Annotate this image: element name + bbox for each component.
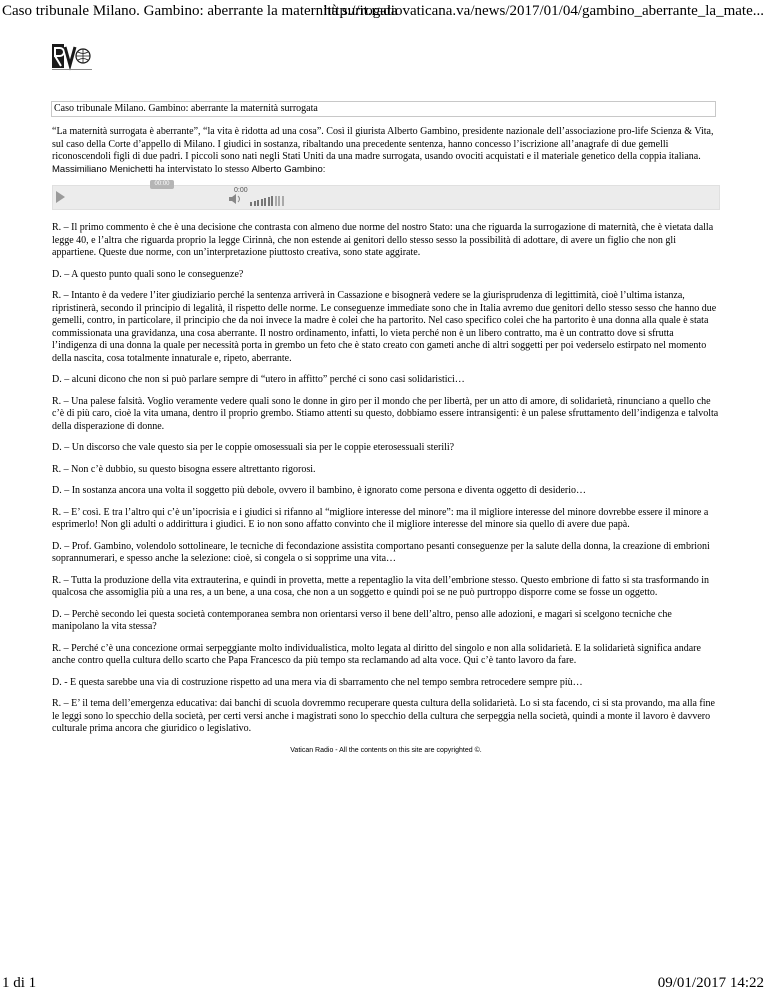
print-datetime: 09/01/2017 14:22 — [657, 975, 764, 991]
paragraph: D. – Perchè secondo lei questa società contemporanea sembra non orientarsi verso il bene dell’altro, penso alle adozioni, e magari si scelgono tecniche che manipolano la vita stessa? — [52, 608, 672, 632]
volume-level-bars[interactable] — [250, 193, 285, 206]
copyright-notice: Vatican Radio - All the contents on this site are copyrighted ©. — [290, 746, 482, 754]
print-page-title: Caso tribunale Milano. Gambino: aberrante la maternità surrogata — [2, 3, 398, 19]
paragraph: D. – Un discorso che vale questo sia per le coppie omosessuali sia per le coppie eterosessuali sterili? — [52, 442, 455, 453]
print-footer — [0, 974, 768, 992]
article-body — [52, 126, 720, 757]
page-number: 1 di 1 — [2, 975, 37, 991]
paragraph: R. – E’ così. E tra l’altro qui c’è un’ipocrisia e i giudici si rifanno al “migliore interesse del minore”: ma il migliore interesse del minore dovrebbe essere il minore a esprimerlo! Non gli adulti o addirittura i giudici. E io non sono affatto convinto che il migliore interesse del minore sia quello di avere due papà. — [52, 506, 709, 530]
paragraph: R. – Tutta la produzione della vita extrauterina, e quindi in provetta, mette a repentaglio la vita dell’embrione stesso. Questo embrione di fatto si sta trasformando in qualcosa che assomiglia più a una res, a un bene, a una cosa, che non a un soggetto e quindi poi se ne può purtroppo disporre come se fosse un oggetto. — [52, 574, 710, 598]
player-time: 0:00 — [234, 187, 248, 194]
volume-icon[interactable] — [229, 194, 243, 209]
paragraph: R. – E’ il tema dell’emergenza educativa: dai banchi di scuola dovremmo recuperare questa cultura della solidarietà. Lo si sta facendo, ci si sta provando, ma alla fine le leggi sono lo specchio della società, per certi versi anche i magistrati sono lo specchio della cultura che serpeggia nella società, quindi a monte il lavoro è davvero culturale prima ancora che giuridico o legislativo. — [52, 698, 715, 734]
paragraph: R. – Il primo commento è che è una decisione che contrasta con almeno due norme del nostro Stato: una che riguarda la surrogazione di maternità, che è vietata dalla legge 40, e l’altra che riguarda proprio la legge Cirinnà, che non estende ai genitori dello stesso sesso la possibilità di adottare, di avere un figlio che non gli appartiene. Queste due norme, con un’interpretazione piuttosto creativa, sono state aggirate. — [52, 222, 714, 258]
print-page-url: http://it.radiovaticana.va/news/2017/01/04/gambino_aberrante_la_mate... — [323, 3, 764, 19]
article-title: Caso tribunale Milano. Gambino: aberrante la maternità surrogata — [54, 103, 318, 114]
interviewer-name: Massimiliano Menichetti — [52, 163, 153, 175]
play-button-icon[interactable] — [56, 191, 65, 203]
audio-player — [52, 181, 720, 210]
print-header — [0, 2, 768, 20]
intro-connector: ha intervistato lo stesso — [152, 163, 252, 175]
paragraph: D. – A questo punto quali sono le conseguenze? — [52, 268, 244, 280]
paragraph: R. – Una palese falsità. Voglio veramente vedere quali sono le donne in giro per il mondo che per libertà, per un atto di amore, di solidarietà, rinunciano a quello che c’è di più caro, cioè la vita umana, dentro il proprio grembo. Stiamo attenti su questo, dobbiamo essere intransigenti: è un palese sfruttamento dell’indigenza e talvolta della disperazione di donne. — [52, 395, 719, 432]
article-intro — [52, 126, 720, 176]
paragraph: D. - E questa sarebbe una via di costruzione rispetto ad una mera via di sbarramento che nel tempo sembra retrocedere sempre più… — [52, 676, 583, 688]
paragraph: D. – Prof. Gambino, volendolo sottolineare, le tecniche di fecondazione assistita comportano pesanti conseguenze per la salute della donna, la creazione di embrioni soprannumerari, e spesso anche la selezione: cioè, si congela o si sopprime una vita… — [52, 540, 710, 564]
paragraph: D. – alcuni dicono che non si può parlare sempre di “utero in affitto” perché ci sono casi solidaristici… — [52, 374, 465, 385]
radio-vaticana-logo — [52, 44, 92, 72]
paragraph: D. – In sostanza ancora una volta il soggetto più debole, ovvero il bambino, è ignorato come persona e diventa oggetto di desiderio… — [52, 485, 587, 496]
interviewee-name: Alberto Gambino: — [251, 163, 326, 175]
article-title-box — [51, 101, 716, 117]
progress-time-bubble: 00:00 — [150, 180, 174, 189]
paragraph: R. – Non c’è dubbio, su questo bisogna essere altrettanto rigorosi. — [52, 463, 316, 475]
intro-text: “La maternità surrogata è aberrante”, “la vita è ridotta ad una cosa”. Così il giurista Alberto Gambino, presidente nazionale dell’associazione pro-life Scienza & Vita, sul caso della Corte d’appello di Milano. I giudici in sostanza, ribaltando una precedente sentenza, hanno concesso l’iscrizione all’anagrafe di due gemelli riconoscendoli figli di due padri. I piccoli sono nati negli Stati Uniti da una madre surrogata, usando ovociti acquistati e il materiale genetico della coppia italiana. — [52, 126, 714, 162]
paragraph: R. – Perché c’è una concezione ormai serpeggiante molto individualistica, molto legata al diritto del singolo e non alla solidarietà. E la solidarietà significa andare anche contro quella cultura dello scarto che Papa Francesco da più tempo sta reclamando ad alta voce. Qui c’è tanto lavoro da fare. — [52, 642, 701, 666]
paragraph: R. – Intanto è da vedere l’iter giudiziario perché la sentenza arriverà in Cassazione e bisognerà vedere se la giurisprudenza di legittimità, cioè l’ultima istanza, ripristinerà, secondo il principio di legalità, il rispetto delle norme. Le conseguenze immediate sono che in Italia avremo due genitori dello stesso sesso che hanno due gemelli, contro, in particolare, il principio che da noi invece la madre è colei che ha partorito. Nel caso specifico colei che ha partorito è una donna alla quale è stata commissionata una gravidanza, una cosa aberrante. Il nostro ordinamento, infatti, lo vieta perché non è un libero contratto, ma è un contratto dove si sfrutta l’indigenza di una donna la quale per necessità porta in grembo un feto che è stato creato con gameti anche di altri soggetti per poi vederselo estirpato nel momento della nascita, cosa totalmente innaturale e, ripeto, aberrante. — [52, 290, 717, 364]
